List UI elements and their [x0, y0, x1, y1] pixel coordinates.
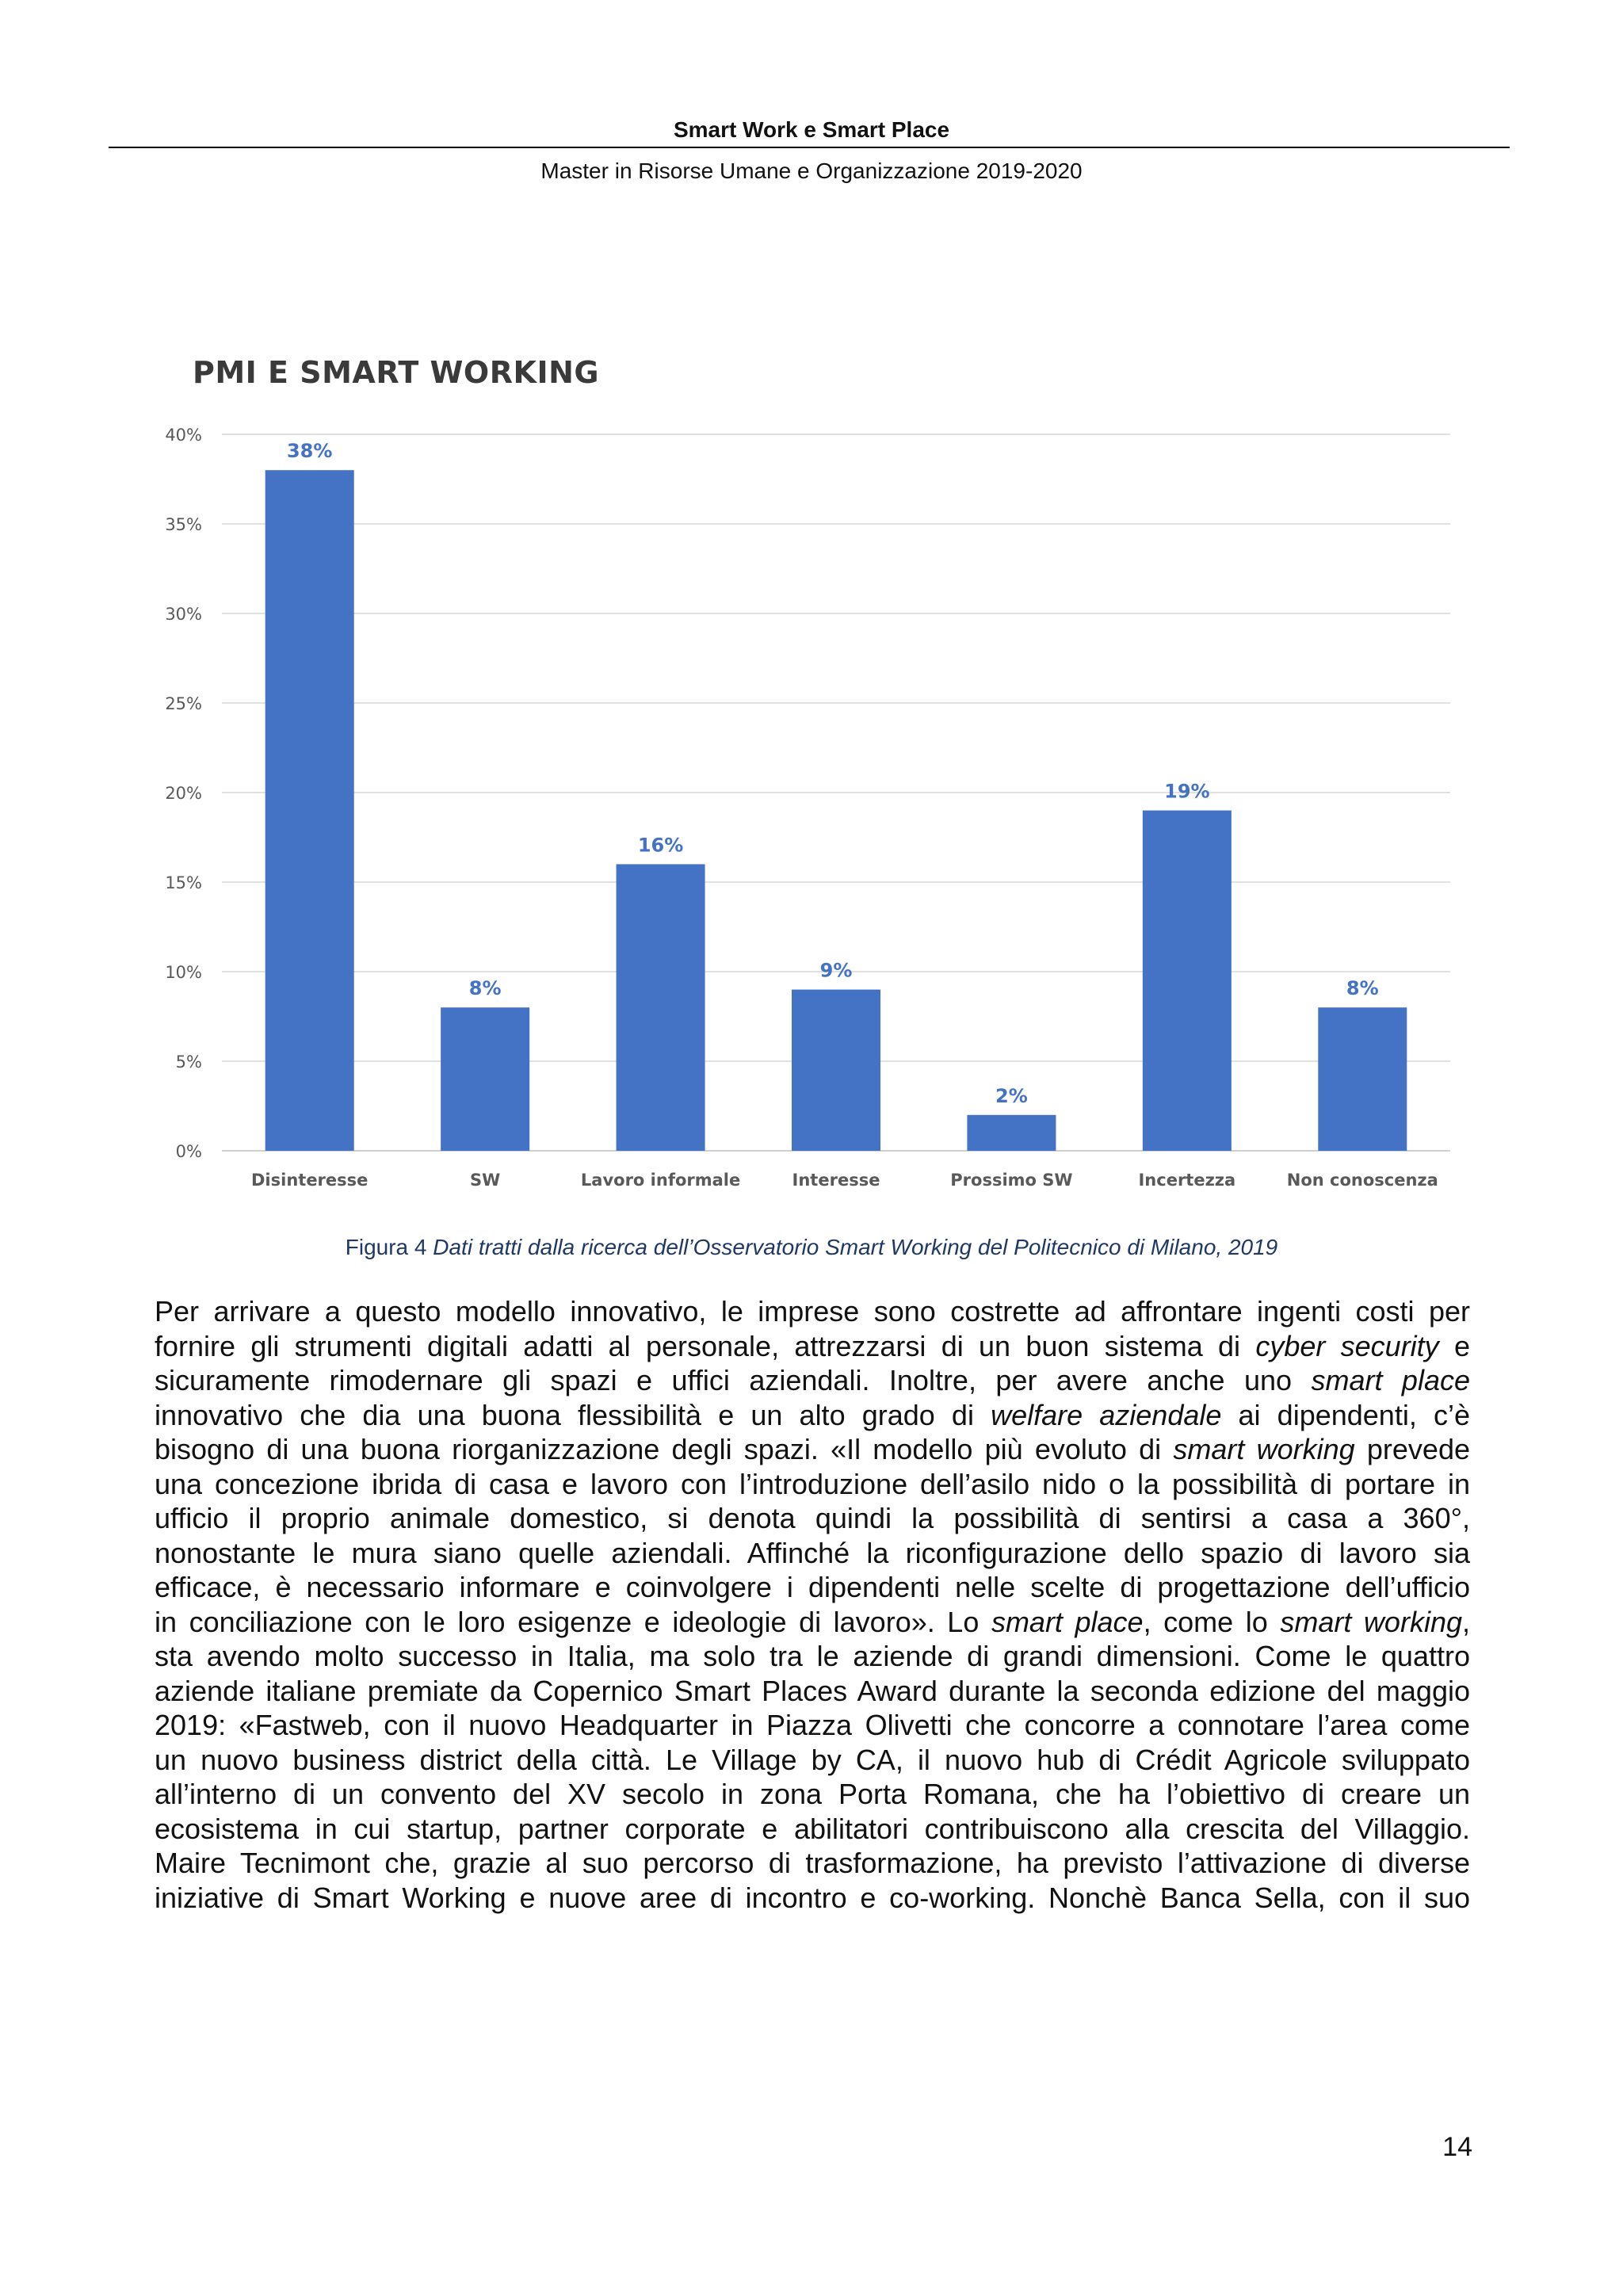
text-run: sicuramente rimodernare gli spazi e uffici aziendali. Inoltre, per avere anche uno: [155, 1364, 1312, 1396]
category-label: Incertezza: [1138, 1171, 1236, 1190]
text-line: [155, 1674, 1470, 1709]
italic-term: cyber security: [1255, 1329, 1439, 1362]
text-run: un nuovo business district della città. Le Village by CA, il nuovo hub di Crédit Agricole sviluppato: [155, 1743, 1470, 1776]
data-label: 2%: [995, 1084, 1028, 1107]
text-run: e: [1438, 1329, 1470, 1362]
bar: [265, 470, 354, 1151]
bar: [1318, 1007, 1407, 1151]
text-run: ai dipendenti, c’è: [1221, 1398, 1470, 1431]
text-line: [155, 1708, 1470, 1743]
text-run: sta avendo molto successo in Italia, ma solo tra le aziende di grandi dimensioni. Come le quattro: [155, 1640, 1470, 1672]
text-line: [155, 1467, 1470, 1502]
category-label: Disinteresse: [251, 1171, 369, 1190]
text-line: [155, 1812, 1470, 1847]
text-line: [155, 1881, 1470, 1916]
y-tick-label: 0%: [175, 1142, 202, 1161]
data-label: 9%: [819, 959, 853, 982]
text-run: efficace, è necessario informare e coinvolgere i dipendenti nelle scelte di progettazione dell’ufficio: [155, 1571, 1470, 1603]
text-run: innovativo che dia una buona flessibilità e un alto grado di: [155, 1398, 991, 1431]
y-tick-label: 15%: [165, 873, 202, 892]
data-label: 8%: [1346, 977, 1379, 1000]
bar-chart: [155, 412, 1470, 1205]
data-label: 19%: [1164, 780, 1210, 803]
text-run: Per arrivare a questo modello innovativo, le imprese sono costrette ad affrontare ingenti costi per: [155, 1295, 1470, 1328]
text-line: [155, 1294, 1470, 1329]
text-run: in conciliazione con le loro esigenze e ideologie di lavoro». Lo: [155, 1605, 991, 1638]
y-tick-label: 35%: [165, 515, 202, 534]
bar: [792, 990, 880, 1151]
text-run: bisogno di una buona riorganizzazione degli spazi. «Il modello più evoluto di: [155, 1433, 1174, 1465]
caption-text: Dati tratti dalla ricerca dell’Osservatorio Smart Working del Politecnico di Milano, 2019: [433, 1235, 1278, 1259]
data-label: 16%: [637, 834, 684, 857]
text-line: [155, 1639, 1470, 1674]
y-tick-label: 10%: [165, 963, 202, 982]
text-run: , come lo: [1143, 1605, 1281, 1638]
category-label: Lavoro informale: [580, 1171, 741, 1190]
italic-term: smart working: [1280, 1605, 1462, 1638]
text-run: prevede: [1354, 1433, 1470, 1465]
y-tick-label: 30%: [165, 605, 202, 624]
bar: [441, 1007, 529, 1151]
caption-figure-number: Figura 4: [345, 1235, 427, 1259]
figure-caption: [0, 1235, 1623, 1260]
running-header-subtitle: Master in Risorse Umane e Organizzazione 2019-2020: [540, 159, 1083, 183]
text-run: nonostante le mura siano quelle aziendali. Affinché la riconfigurazione dello spazio di lavoro sia: [155, 1536, 1470, 1569]
text-run: ufficio il proprio animale domestico, si denota quindi la possibilità di sentirsi a casa a 360°,: [155, 1502, 1470, 1534]
italic-term: smart place: [1311, 1364, 1470, 1396]
text-run: aziende italiane premiate da Copernico Smart Places Award durante la seconda edizione del maggio: [155, 1674, 1470, 1707]
text-line: [155, 1501, 1470, 1536]
chart-title: PMI E SMART WORKING: [193, 355, 600, 390]
body-paragraph: [155, 1294, 1470, 1915]
text-line: [155, 1743, 1470, 1778]
text-line: [155, 1329, 1470, 1364]
text-line: [155, 1363, 1470, 1398]
italic-term: smart working: [1173, 1433, 1355, 1465]
y-tick-label: 5%: [175, 1052, 202, 1072]
y-tick-label: 40%: [165, 426, 202, 445]
text-run: fornire gli strumenti digitali adatti al personale, attrezzarsi di un buon sistema di: [155, 1329, 1256, 1362]
text-run: una concezione ibrida di casa e lavoro con l’introduzione dell’asilo nido o la possibilità di portare in: [155, 1467, 1470, 1500]
data-label: 38%: [286, 440, 333, 463]
text-line: [155, 1432, 1470, 1467]
text-run: all’interno di un convento del XV secolo in zona Porta Romana, che ha l’obiettivo di creare un: [155, 1778, 1470, 1810]
text-run: Maire Tecnimont che, grazie al suo percorso di trasformazione, ha previsto l’attivazione di diverse: [155, 1847, 1470, 1879]
bar: [967, 1115, 1056, 1151]
category-label: Prossimo SW: [950, 1171, 1073, 1190]
text-line: [155, 1605, 1470, 1640]
text-line: [155, 1570, 1470, 1605]
category-label: Non conoscenza: [1286, 1171, 1438, 1190]
category-label: Interesse: [792, 1171, 880, 1190]
text-line: [155, 1846, 1470, 1881]
text-run: iniziative di Smart Working e nuove aree di incontro e co-working. Nonchè Banca Sella, con il suo: [155, 1881, 1470, 1914]
y-tick-label: 25%: [165, 694, 202, 713]
italic-term: smart place: [991, 1605, 1144, 1638]
text-line: [155, 1777, 1470, 1812]
data-label: 8%: [468, 977, 502, 1000]
y-tick-label: 20%: [165, 784, 202, 803]
text-run: ecosistema in cui startup, partner corporate e abilitatori contribuiscono alla crescita del Villaggio.: [155, 1812, 1470, 1845]
bar: [1143, 811, 1232, 1151]
running-header-title: Smart Work e Smart Place: [673, 117, 950, 142]
text-line: [155, 1398, 1470, 1433]
header-divider: [109, 147, 1510, 148]
page-number: 14: [1442, 2132, 1472, 2162]
text-run: 2019: «Fastweb, con il nuovo Headquarter in Piazza Olivetti che concorre a connotare l’area come: [155, 1709, 1470, 1741]
category-label: SW: [469, 1171, 501, 1190]
bar: [617, 864, 705, 1151]
text-run: ,: [1461, 1605, 1470, 1638]
text-line: [155, 1536, 1470, 1571]
italic-term: welfare aziendale: [991, 1398, 1222, 1431]
